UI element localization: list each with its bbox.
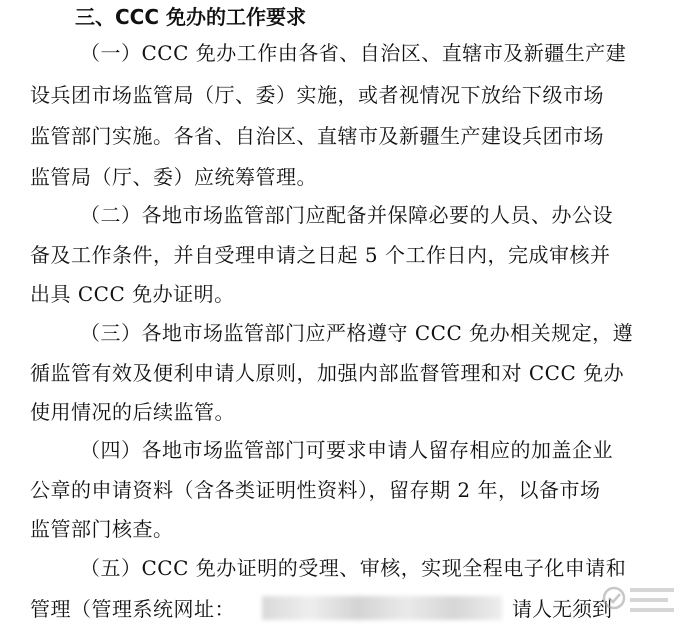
paragraph-4-line-1: （四）各地市场监管部门可要求申请人留存相应的加盖企业 <box>80 438 613 462</box>
paragraph-5-line-2: 管理（管理系统网址： <box>30 597 235 621</box>
paragraph-3-line-2: 循监管有效及便利申请人原则，加强内部监督管理和对 CCC 免办 <box>30 361 625 385</box>
paragraph-4-line-2: 公章的申请资料（含各类证明性资料），留存期 2 年，以备市场 <box>30 478 601 502</box>
paragraph-5-line-2-tail: 请人无须到 <box>512 597 612 621</box>
paragraph-2-line-3: 出具 CCC 免办证明。 <box>30 282 235 306</box>
paragraph-2-line-2: 备及工作条件，并自受理申请之日起 5 个工作日内，完成审核并 <box>30 243 611 267</box>
paragraph-1-line-1: （一）CCC 免办工作由各省、自治区、直辖市及新疆生产建 <box>80 41 627 65</box>
paragraph-2-line-1: （二）各地市场监管部门应配备并保障必要的人员、办公设 <box>80 203 613 227</box>
paragraph-5-line-1: （五）CCC 免办证明的受理、审核，实现全程电子化申请和 <box>80 556 627 580</box>
paragraph-1-line-3: 监管部门实施。各省、自治区、直辖市及新疆生产建设兵团市场 <box>30 124 604 148</box>
paragraph-1-line-2: 设兵团市场监管局（厅、委）实施，或者视情况下放给下级市场 <box>30 83 604 107</box>
redacted-url-blur <box>262 596 502 620</box>
paragraph-3-line-3: 使用情况的后续监管。 <box>30 400 235 424</box>
paragraph-4-line-3: 监管部门核查。 <box>30 517 174 541</box>
baidu-jingyan-watermark-icon <box>600 576 680 626</box>
section-heading: 三、CCC 免办的工作要求 <box>75 5 306 29</box>
paragraph-1-line-4: 监管局（厅、委）应统筹管理。 <box>30 165 317 189</box>
paragraph-3-line-1: （三）各地市场监管部门应严格遵守 CCC 免办相关规定，遵 <box>80 321 634 345</box>
